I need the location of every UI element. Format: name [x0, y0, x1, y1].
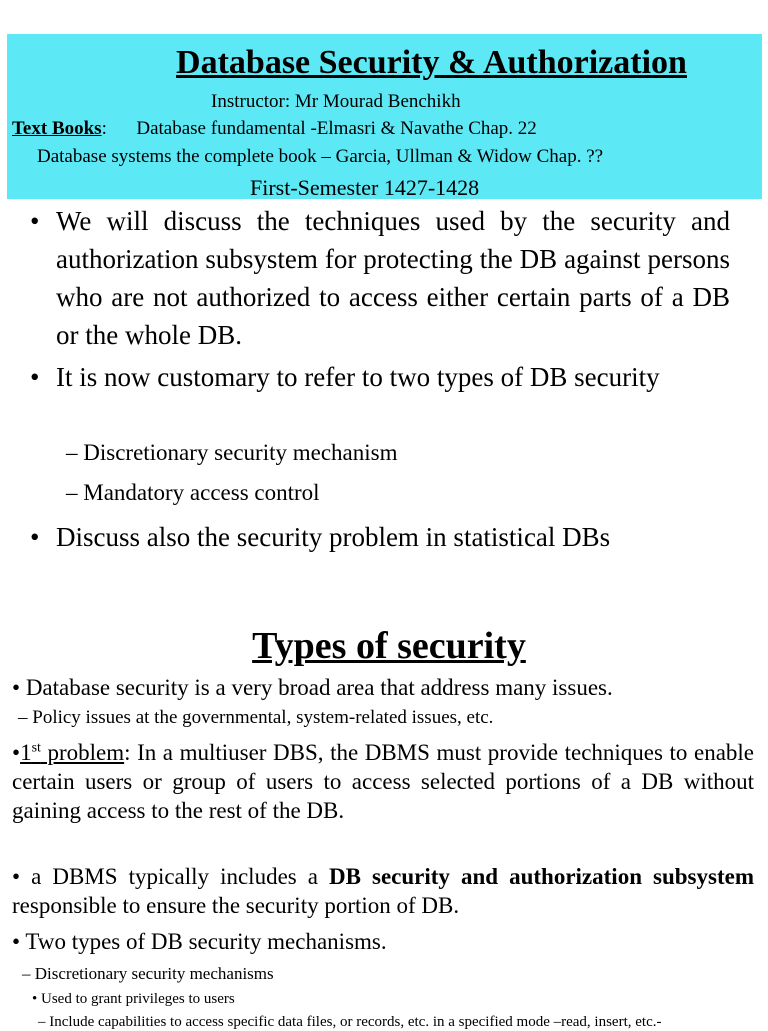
bullet-text: Discuss also the security problem in statistical DBs	[56, 522, 611, 552]
paragraph	[12, 927, 754, 956]
paragraph-text: : In a multiuser DBS, the DBMS must provide techniques to enable certain users or group of users to access selected portions of a DB without gaining access to the rest of the DB.	[12, 740, 754, 823]
paragraph-text: a DBMS typically includes a	[31, 864, 330, 889]
sub-bullet: – Policy issues at the governmental, system-related issues, etc.	[18, 707, 494, 728]
bullet-item	[30, 518, 730, 556]
textbook-1: Database fundamental -Elmasri & Navathe Chap. 22	[136, 118, 537, 139]
semester-line: First-Semester 1427-1428	[250, 175, 480, 200]
bullet-item	[30, 202, 730, 354]
bullet-text: It is now customary to refer to two types of DB security	[56, 362, 660, 392]
paragraph-bold: DB security and authorization subsystem	[329, 864, 754, 889]
bullet-text: We will discuss the techniques used by the security and authorization subsystem for protecting the DB against persons who are not authorized to access either certain parts of a DB or the whole DB.	[56, 206, 730, 350]
page-title: Database Security & Authorization	[176, 44, 687, 81]
problem-number: 1	[20, 740, 32, 765]
problem-superscript: st	[31, 740, 41, 756]
bullet-dot: •	[30, 522, 40, 552]
bullet-item	[30, 358, 730, 396]
paragraph	[12, 673, 754, 702]
cut-off-line: – Include capabilities to access specific data files, or records, etc. in a specified mode –read, insert, etc.-	[38, 1014, 662, 1030]
textbooks-line	[12, 118, 537, 140]
bullet-dot: •	[12, 675, 26, 700]
paragraph-text: Database security is a very broad area that address many issues.	[25, 675, 613, 700]
problem-label	[20, 740, 124, 765]
bullet-dot: •	[12, 929, 26, 954]
section-title: Types of security	[252, 625, 526, 667]
sub-sub-bullet: • Used to grant privileges to users	[32, 991, 235, 1007]
bullet-dot: •	[30, 206, 40, 236]
paragraph	[12, 738, 754, 825]
problem-word: problem	[40, 740, 125, 765]
sub-bullet: – Discretionary security mechanism	[66, 440, 398, 465]
paragraph-text: responsible to ensure the security portion of DB.	[12, 893, 460, 918]
sub-bullet: – Discretionary security mechanisms	[22, 964, 274, 983]
bullet-dot: •	[12, 864, 32, 889]
paragraph-text: Two types of DB security mechanisms.	[25, 929, 387, 954]
textbooks-sep: :	[101, 118, 107, 139]
sub-bullet: – Mandatory access control	[66, 480, 320, 505]
textbook-2: Database systems the complete book – Garcia, Ullman & Widow Chap. ??	[37, 146, 604, 167]
bullet-dot: •	[30, 362, 40, 392]
instructor-line: Instructor: Mr Mourad Benchikh	[211, 91, 461, 112]
textbooks-label: Text Books	[12, 118, 102, 139]
bullet-dot: •	[12, 740, 21, 765]
paragraph	[12, 862, 754, 920]
